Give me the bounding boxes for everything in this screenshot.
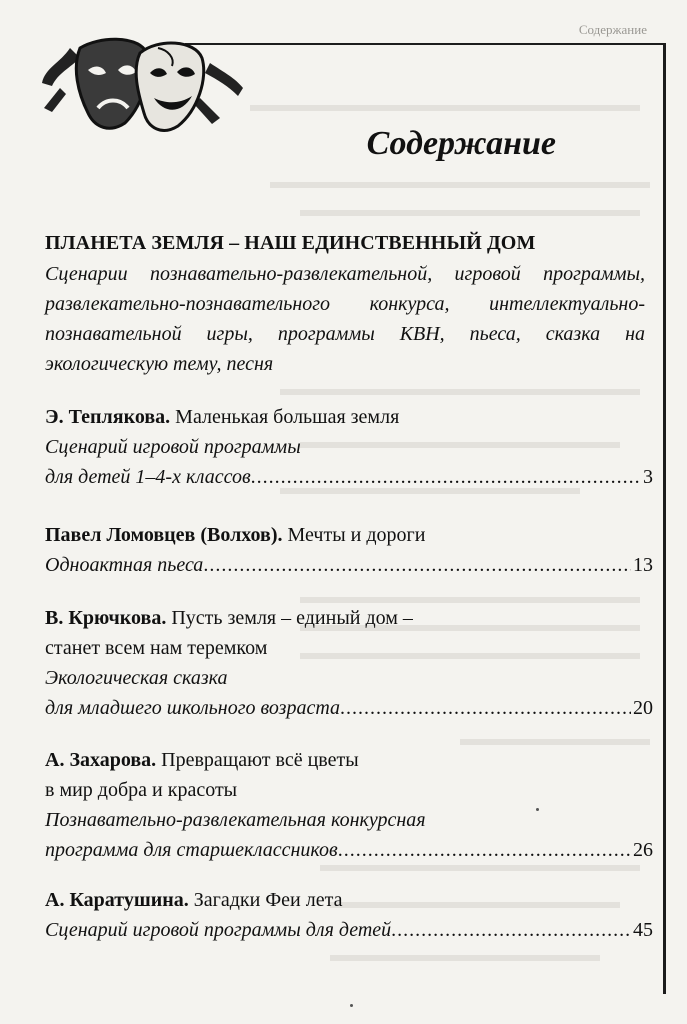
entry-title: Пусть земля – единый дом – (171, 607, 413, 629)
entry-description: Сценарий игровой программы для детей (45, 919, 392, 941)
entry-title-continued: в мир добра и красоты (45, 779, 238, 801)
entry-leader-line (45, 835, 653, 865)
entry-title: Превращают всё цветы (161, 749, 359, 771)
toc-entry[interactable] (45, 520, 653, 580)
frame-right-rule (663, 43, 666, 994)
dot-leader (338, 835, 631, 865)
entry-title-continued: станет всем нам теремком (45, 637, 268, 659)
entry-description: для младшего школьного возраста (45, 697, 341, 719)
dot-leader (203, 550, 631, 580)
theatre-masks-icon (40, 28, 245, 138)
toc-entry[interactable] (45, 885, 653, 945)
entry-page-number: 3 (643, 466, 653, 488)
ink-speck (350, 1004, 353, 1007)
entry-author: А. Захарова. (45, 749, 157, 771)
section-heading: ПЛАНЕТА ЗЕМЛЯ – НАШ ЕДИНСТВЕННЫЙ ДОМ (45, 232, 536, 254)
entry-title: Загадки Феи лета (193, 889, 343, 911)
dot-leader (340, 693, 631, 723)
entry-description: для детей 1–4-х классов (45, 466, 251, 488)
entry-title: Маленькая большая земля (175, 406, 400, 428)
entry-title-line (45, 885, 653, 915)
entry-leader-line (45, 915, 653, 945)
entry-title-line (45, 520, 653, 550)
entry-title-line (45, 402, 653, 432)
toc-entry[interactable] (45, 402, 653, 492)
entry-title: Мечты и дороги (287, 524, 426, 546)
running-head: Содержание (578, 22, 647, 37)
entry-author: А. Каратушина. (45, 889, 189, 911)
entry-description: Одноактная пьеса (45, 554, 204, 576)
entry-page-number: 13 (633, 554, 653, 576)
toc-entry[interactable] (45, 745, 653, 865)
frame-top-rule (185, 43, 666, 45)
entry-author: В. Крючкова. (45, 607, 167, 629)
dot-leader (391, 915, 631, 945)
entry-description: Познавательно-развлекательная конкурсная (45, 809, 426, 831)
entry-leader-line (45, 550, 653, 580)
entry-page-number: 20 (633, 697, 653, 719)
entry-author: Э. Теплякова. (45, 406, 171, 428)
entry-title-line (45, 745, 653, 775)
entry-leader-line (45, 462, 653, 492)
entry-page-number: 45 (633, 919, 653, 941)
entry-description: Экологическая сказка (45, 667, 228, 689)
entry-description: Сценарий игровой программы (45, 436, 301, 458)
dot-leader (251, 462, 641, 492)
entry-description: программа для старшеклассников (45, 839, 338, 861)
toc-entry[interactable] (45, 603, 653, 723)
entry-page-number: 26 (633, 839, 653, 861)
section-description: Сценарии познавательно-развлекательной, игровой программы, развлекательно-познавательного конкурса, интеллектуально-познавательной игры, программы КВН, пьеса, сказка на экологическую тему, песня (45, 263, 645, 375)
ink-speck (536, 808, 539, 811)
page-title: Содержание (366, 125, 556, 162)
entry-author: Павел Ломовцев (Волхов). (45, 524, 283, 546)
entry-leader-line (45, 693, 653, 723)
entry-title-line (45, 603, 653, 633)
